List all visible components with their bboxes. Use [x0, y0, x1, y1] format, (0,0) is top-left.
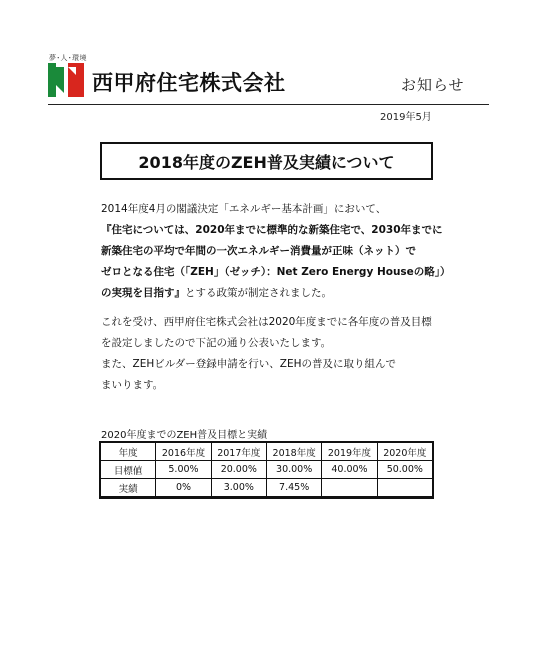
table-cell: 30.00%	[266, 461, 321, 479]
table-cell: 7.45%	[266, 479, 321, 497]
table-header-cell: 2017年度	[211, 443, 266, 461]
intro-line-4: ゼロとなる住宅（「ZEH」（ゼッチ）：Net Zero Energy Houseの略」）	[101, 266, 451, 278]
intro-line-2: 『住宅については、2020年までに標準的な新築住宅で、2030年までに	[101, 224, 443, 236]
company-name: 西甲府住宅株式会社	[92, 71, 286, 95]
table-cell	[322, 479, 377, 497]
publish-date: 2019年5月	[380, 112, 432, 123]
table-row-label: 実績	[101, 479, 156, 497]
intro-line-1: 2014年度4月の閣議決定「エネルギー基本計画」において、	[101, 203, 387, 215]
table-row-label: 目標値	[101, 461, 156, 479]
table-cell	[377, 479, 432, 497]
zeh-goals-table	[100, 442, 433, 497]
announcement-line-4: まいります。	[101, 379, 164, 391]
table-cell: 0%	[156, 479, 211, 497]
announcement-paragraph	[101, 312, 432, 396]
table-header-cell: 2020年度	[377, 443, 432, 461]
intro-paragraph	[101, 199, 451, 304]
table-header-cell: 年度	[101, 443, 156, 461]
notice-label: お知らせ	[401, 76, 465, 94]
table-row	[101, 479, 433, 497]
announcement-line-2: を設定しましたので下記の通り公表いたします。	[101, 337, 332, 349]
intro-line-5-bold: の実現を目指す』	[101, 287, 185, 299]
document-title: 2018年度のZEH普及実績について	[138, 152, 395, 172]
announcement-line-1: これを受け、西甲府住宅株式会社は2020年度までに各年度の普及目標	[101, 316, 432, 328]
company-logo-icon	[48, 63, 86, 97]
announcement-line-3: また、ZEHビルダー登録申請を行い、ZEHの普及に取り組んで	[101, 358, 397, 370]
table-header-cell: 2019年度	[322, 443, 377, 461]
table-header-cell: 2018年度	[266, 443, 321, 461]
table-row	[101, 461, 433, 479]
table-header-row	[101, 443, 433, 461]
table-cell: 3.00%	[211, 479, 266, 497]
title-box	[100, 142, 433, 180]
header-divider	[48, 104, 489, 105]
company-tagline: 夢･人･環境	[49, 54, 87, 62]
intro-line-3: 新築住宅の平均で年間の一次エネルギー消費量が正味（ネット）で	[101, 245, 416, 257]
table-cell: 50.00%	[377, 461, 432, 479]
table-cell: 40.00%	[322, 461, 377, 479]
table-cell: 5.00%	[156, 461, 211, 479]
table-caption: 2020年度までのZEH普及目標と実績	[101, 430, 268, 441]
table-header-cell: 2016年度	[156, 443, 211, 461]
intro-line-5-rest: とする政策が制定されました。	[185, 287, 332, 299]
table-cell: 20.00%	[211, 461, 266, 479]
